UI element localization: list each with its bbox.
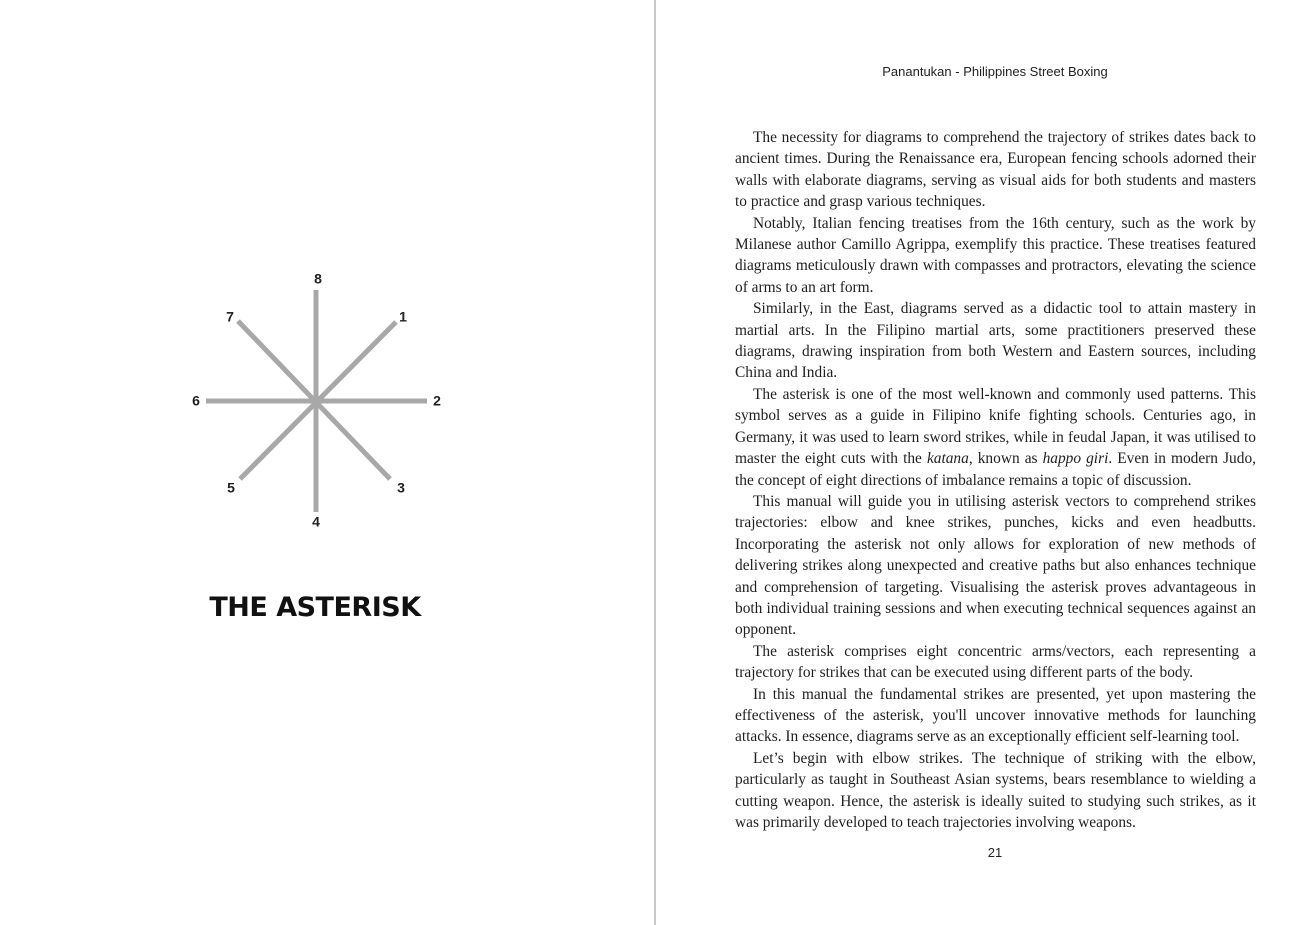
italic-term: katana [926,450,969,468]
left-page [0,0,654,925]
asterisk-diagram [170,260,470,550]
paragraph [735,384,1256,491]
direction-label-4: 4 [312,513,320,530]
direction-label-8: 8 [314,270,322,287]
paragraph: Similarly, in the East, diagrams served as a didactic tool to attain mastery in martial arts. In the Filipino martial arts, some practitioners preserved these diagrams, drawing inspiration from both Western and Eastern sources, including China and India. [735,300,1256,382]
paragraph: Let’s begin with elbow strikes. The technique of striking with the elbow, particularly as taught in Southeast Asian systems, bears resemblance to wielding a cutting weapon. Hence, the asterisk is ideally suited to studying such strikes, as it was primarily developed to teach trajectories involving weapons. [735,749,1256,831]
direction-label-5: 5 [227,479,235,496]
direction-label-2: 2 [433,392,441,409]
direction-label-1: 1 [399,308,407,325]
paragraph-text: , known as [968,450,1043,468]
right-page [656,0,1310,925]
paragraph: This manual will guide you in utilising asterisk vectors to comprehend strikes trajectories: elbow and knee strikes, punches, kicks and even headbutts. Incorporating the asterisk not only allows for exploration of new methods of delivering strikes along unexpected and creative paths but also enhances technique and comprehension of targeting. Visualising the asterisk proves advantageous in both individual training sessions and when executing technical sequences against an opponent. [735,492,1256,639]
paragraph: In this manual the fundamental strikes are presented, yet upon mastering the effectiveness of the asterisk, you'll uncover innovative methods for launching attacks. In essence, diagrams serve as an exceptionally efficient self-learning tool. [735,685,1256,746]
paragraph-text: . Even in modern Judo, the concept of eight directions of imbalance remains a topic of discussion. [735,450,1256,489]
body-text [735,127,1256,833]
direction-label-6: 6 [192,392,200,409]
paragraph: The asterisk comprises eight concentric arms/vectors, each representing a trajectory for strikes that can be executed using different parts of the body. [735,642,1256,682]
direction-label-3: 3 [397,479,405,496]
paragraph-text: The asterisk is one of the most well-known and commonly used patterns. This symbol serves as a guide in Filipino knife fighting schools. Centuries ago, in Germany, it was used to learn sword strikes, while in feudal Japan, it was utilised to master the eight cuts with the [735,385,1256,468]
page-number: 21 [987,845,1003,860]
running-head: Panantukan - Philippines Street Boxing [882,64,1108,79]
direction-label-7: 7 [226,308,234,325]
chapter-title: THE ASTERISK [209,592,421,623]
paragraph: Notably, Italian fencing treatises from the 16th century, such as the work by Milanese author Camillo Agrippa, exemplify this practice. These treatises featured diagrams meticulously drawn with compasses and protractors, elevating the science of arms to an art form. [735,214,1256,296]
italic-term: happo giri [1042,450,1109,468]
paragraph: The necessity for diagrams to comprehend the trajectory of strikes dates back to ancient times. During the Renaissance era, European fencing schools adorned their walls with elaborate diagrams, serving as visual aids for both students and masters to practice and grasp various techniques. [735,129,1256,211]
